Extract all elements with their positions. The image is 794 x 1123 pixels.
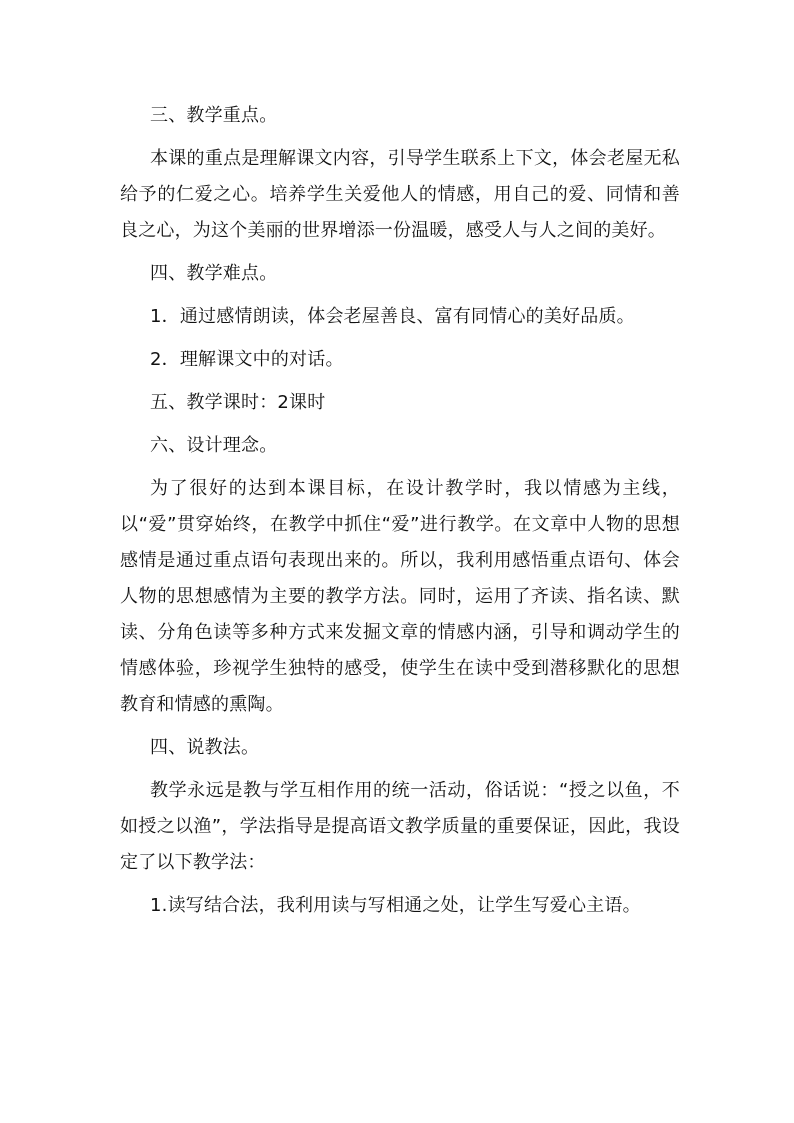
paragraph-teaching-focus: 本课的重点是理解课文内容，引导学生联系上下文，体会老屋无私给予的仁爱之心。培养学生关爱他人的情感，用自己的爱、同情和善良之心，为这个美丽的世界增添一份温暖，感受人与人之间的美好。 [120, 148, 680, 241]
document-body [120, 98, 680, 924]
difficulty-item-2: 2．理解课文中的对话。 [150, 349, 344, 370]
heading-teaching-difficulty: 四、教学难点。 [150, 263, 278, 284]
heading-teaching-method: 四、说教法。 [150, 737, 260, 758]
heading-teaching-focus: 三、教学重点。 [150, 105, 278, 126]
heading-class-hours: 五、教学课时：2课时 [150, 392, 326, 413]
method-item-1: 1.读写结合法，我利用读与写相通之处，让学生写爱心主语。 [150, 895, 641, 916]
heading-design-concept: 六、设计理念。 [150, 435, 278, 456]
difficulty-item-1: 1．通过感情朗读，体会老屋善良、富有同情心的美好品质。 [150, 306, 635, 327]
paragraph-teaching-method: 教学永远是教与学互相作用的统一活动，俗话说：“授之以鱼，不如授之以渔”，学法指导是提高语文教学质量的重要保证，因此，我设定了以下教学法： [120, 780, 680, 873]
paragraph-design-concept: 为了很好的达到本课目标，在设计教学时，我以情感为主线，以“爱”贯穿始终，在教学中抓住“爱”进行教学。在文章中人物的思想感情是通过重点语句表现出来的。所以，我利用感悟重点语句、体会人物的思想感情为主要的教学方法。同时，运用了齐读、指名读、默读、分角色读等多种方式来发掘文章的情感内涵，引导和调动学生的情感体验，珍视学生独特的感受，使学生在读中受到潜移默化的思想教育和情感的熏陶。 [120, 478, 680, 715]
